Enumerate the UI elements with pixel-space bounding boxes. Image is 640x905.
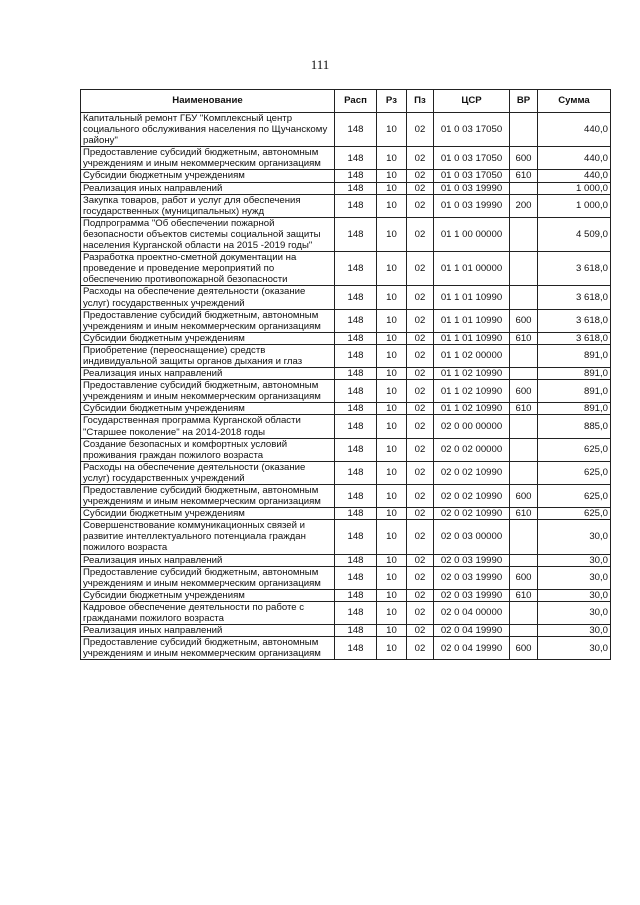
cell-name: Расходы на обеспечение деятельности (оказание услуг) государственных учреждений bbox=[81, 461, 335, 484]
column-header-name: Наименование bbox=[81, 90, 335, 113]
table-row bbox=[81, 625, 611, 637]
cell-sum: 891,0 bbox=[538, 380, 611, 403]
cell-rasp: 148 bbox=[335, 625, 377, 637]
cell-csr: 01 0 03 17050 bbox=[434, 170, 510, 182]
cell-rz: 10 bbox=[377, 438, 407, 461]
column-header-rz: Рз bbox=[377, 90, 407, 113]
cell-vr bbox=[510, 217, 538, 251]
cell-sum: 625,0 bbox=[538, 438, 611, 461]
cell-sum: 440,0 bbox=[538, 170, 611, 182]
cell-csr: 01 0 03 17050 bbox=[434, 113, 510, 147]
table-row bbox=[81, 252, 611, 286]
cell-sum: 885,0 bbox=[538, 415, 611, 438]
cell-rz: 10 bbox=[377, 415, 407, 438]
cell-name: Предоставление субсидий бюджетным, автономным учреждениям и иным некоммерческим организациям bbox=[81, 309, 335, 332]
cell-rz: 10 bbox=[377, 554, 407, 566]
cell-pz: 02 bbox=[407, 554, 434, 566]
cell-sum: 625,0 bbox=[538, 508, 611, 520]
cell-vr bbox=[510, 520, 538, 554]
table-row bbox=[81, 332, 611, 344]
cell-vr: 600 bbox=[510, 309, 538, 332]
cell-rz: 10 bbox=[377, 194, 407, 217]
cell-rasp: 148 bbox=[335, 637, 377, 660]
cell-rasp: 148 bbox=[335, 332, 377, 344]
cell-sum: 30,0 bbox=[538, 601, 611, 624]
cell-rasp: 148 bbox=[335, 368, 377, 380]
table-row bbox=[81, 520, 611, 554]
cell-csr: 01 1 00 00000 bbox=[434, 217, 510, 251]
table-body bbox=[81, 113, 611, 660]
cell-pz: 02 bbox=[407, 625, 434, 637]
cell-pz: 02 bbox=[407, 368, 434, 380]
cell-rz: 10 bbox=[377, 182, 407, 194]
cell-name: Разработка проектно-сметной документации на проведение и проведение мероприятий по обеспечению противопожарной безопасности bbox=[81, 252, 335, 286]
cell-rasp: 148 bbox=[335, 403, 377, 415]
cell-sum: 3 618,0 bbox=[538, 332, 611, 344]
cell-vr: 600 bbox=[510, 380, 538, 403]
cell-pz: 02 bbox=[407, 309, 434, 332]
cell-rasp: 148 bbox=[335, 217, 377, 251]
cell-pz: 02 bbox=[407, 461, 434, 484]
table-header-row bbox=[81, 90, 611, 113]
table-row bbox=[81, 589, 611, 601]
cell-vr bbox=[510, 252, 538, 286]
cell-sum: 30,0 bbox=[538, 566, 611, 589]
table-row bbox=[81, 554, 611, 566]
table-row bbox=[81, 438, 611, 461]
cell-pz: 02 bbox=[407, 508, 434, 520]
cell-rz: 10 bbox=[377, 113, 407, 147]
cell-sum: 3 618,0 bbox=[538, 309, 611, 332]
cell-pz: 02 bbox=[407, 170, 434, 182]
cell-vr: 610 bbox=[510, 589, 538, 601]
cell-pz: 02 bbox=[407, 344, 434, 367]
cell-sum: 30,0 bbox=[538, 625, 611, 637]
cell-rasp: 148 bbox=[335, 554, 377, 566]
cell-rasp: 148 bbox=[335, 182, 377, 194]
cell-name: Субсидии бюджетным учреждениям bbox=[81, 508, 335, 520]
cell-csr: 02 0 03 19990 bbox=[434, 566, 510, 589]
cell-sum: 30,0 bbox=[538, 589, 611, 601]
cell-pz: 02 bbox=[407, 637, 434, 660]
cell-rasp: 148 bbox=[335, 438, 377, 461]
cell-pz: 02 bbox=[407, 485, 434, 508]
cell-pz: 02 bbox=[407, 601, 434, 624]
cell-rasp: 148 bbox=[335, 485, 377, 508]
cell-csr: 02 0 02 10990 bbox=[434, 485, 510, 508]
table-row bbox=[81, 113, 611, 147]
cell-pz: 02 bbox=[407, 217, 434, 251]
cell-rz: 10 bbox=[377, 625, 407, 637]
table-row bbox=[81, 182, 611, 194]
cell-rasp: 148 bbox=[335, 415, 377, 438]
cell-vr: 600 bbox=[510, 637, 538, 660]
cell-pz: 02 bbox=[407, 566, 434, 589]
cell-csr: 01 0 03 17050 bbox=[434, 147, 510, 170]
cell-name: Субсидии бюджетным учреждениям bbox=[81, 332, 335, 344]
cell-name: Реализация иных направлений bbox=[81, 182, 335, 194]
cell-vr: 200 bbox=[510, 194, 538, 217]
cell-rz: 10 bbox=[377, 485, 407, 508]
cell-pz: 02 bbox=[407, 589, 434, 601]
cell-rz: 10 bbox=[377, 566, 407, 589]
cell-rz: 10 bbox=[377, 368, 407, 380]
column-header-pz: Пз bbox=[407, 90, 434, 113]
cell-pz: 02 bbox=[407, 252, 434, 286]
cell-vr: 610 bbox=[510, 332, 538, 344]
table-row bbox=[81, 368, 611, 380]
cell-name: Предоставление субсидий бюджетным, автономным учреждениям и иным некоммерческим организациям bbox=[81, 485, 335, 508]
cell-name: Предоставление субсидий бюджетным, автономным учреждениям и иным некоммерческим организациям bbox=[81, 637, 335, 660]
cell-rasp: 148 bbox=[335, 601, 377, 624]
table-row bbox=[81, 403, 611, 415]
cell-csr: 02 0 04 19990 bbox=[434, 625, 510, 637]
cell-rasp: 148 bbox=[335, 170, 377, 182]
cell-csr: 02 0 03 19990 bbox=[434, 554, 510, 566]
cell-sum: 625,0 bbox=[538, 461, 611, 484]
cell-name: Расходы на обеспечение деятельности (оказание услуг) государственных учреждений bbox=[81, 286, 335, 309]
table-row bbox=[81, 601, 611, 624]
cell-rasp: 148 bbox=[335, 520, 377, 554]
cell-rasp: 148 bbox=[335, 344, 377, 367]
cell-rz: 10 bbox=[377, 147, 407, 170]
cell-rasp: 148 bbox=[335, 194, 377, 217]
cell-name: Государственная программа Курганской области "Старшее поколение" на 2014-2018 годы bbox=[81, 415, 335, 438]
cell-csr: 02 0 02 00000 bbox=[434, 438, 510, 461]
cell-rz: 10 bbox=[377, 252, 407, 286]
cell-sum: 891,0 bbox=[538, 403, 611, 415]
cell-sum: 1 000,0 bbox=[538, 194, 611, 217]
cell-csr: 01 1 01 10990 bbox=[434, 309, 510, 332]
cell-name: Кадровое обеспечение деятельности по работе с гражданами пожилого возраста bbox=[81, 601, 335, 624]
cell-vr bbox=[510, 601, 538, 624]
table-row bbox=[81, 508, 611, 520]
cell-rasp: 148 bbox=[335, 309, 377, 332]
cell-name: Подпрограмма "Об обеспечении пожарной безопасности объектов системы социальной защиты населения Курганской области на 2015 -2019 годы" bbox=[81, 217, 335, 251]
cell-vr bbox=[510, 344, 538, 367]
cell-sum: 1 000,0 bbox=[538, 182, 611, 194]
cell-csr: 02 0 02 10990 bbox=[434, 461, 510, 484]
cell-vr bbox=[510, 438, 538, 461]
table-row bbox=[81, 461, 611, 484]
cell-sum: 4 509,0 bbox=[538, 217, 611, 251]
cell-pz: 02 bbox=[407, 438, 434, 461]
cell-csr: 01 1 02 10990 bbox=[434, 403, 510, 415]
cell-rz: 10 bbox=[377, 589, 407, 601]
cell-rasp: 148 bbox=[335, 286, 377, 309]
table-row bbox=[81, 566, 611, 589]
cell-vr: 600 bbox=[510, 566, 538, 589]
cell-name: Закупка товаров, работ и услуг для обеспечения государственных (муниципальных) нужд bbox=[81, 194, 335, 217]
page-number: 111 bbox=[310, 57, 330, 72]
cell-pz: 02 bbox=[407, 415, 434, 438]
cell-sum: 3 618,0 bbox=[538, 286, 611, 309]
cell-vr: 600 bbox=[510, 485, 538, 508]
cell-rz: 10 bbox=[377, 520, 407, 554]
cell-rz: 10 bbox=[377, 403, 407, 415]
column-header-csr: ЦСР bbox=[434, 90, 510, 113]
cell-pz: 02 bbox=[407, 194, 434, 217]
cell-name: Реализация иных направлений bbox=[81, 368, 335, 380]
column-header-vr: ВР bbox=[510, 90, 538, 113]
cell-rz: 10 bbox=[377, 637, 407, 660]
cell-name: Субсидии бюджетным учреждениям bbox=[81, 403, 335, 415]
cell-csr: 02 0 03 00000 bbox=[434, 520, 510, 554]
cell-sum: 440,0 bbox=[538, 113, 611, 147]
cell-pz: 02 bbox=[407, 182, 434, 194]
cell-name: Предоставление субсидий бюджетным, автономным учреждениям и иным некоммерческим организациям bbox=[81, 380, 335, 403]
cell-vr bbox=[510, 368, 538, 380]
cell-vr: 610 bbox=[510, 170, 538, 182]
cell-pz: 02 bbox=[407, 147, 434, 170]
cell-csr: 01 1 01 10990 bbox=[434, 332, 510, 344]
cell-vr: 600 bbox=[510, 147, 538, 170]
cell-vr bbox=[510, 113, 538, 147]
cell-name: Реализация иных направлений bbox=[81, 625, 335, 637]
cell-rz: 10 bbox=[377, 309, 407, 332]
cell-name: Приобретение (переоснащение) средств индивидуальной защиты органов дыхания и глаз bbox=[81, 344, 335, 367]
table-row bbox=[81, 637, 611, 660]
cell-rz: 10 bbox=[377, 332, 407, 344]
cell-csr: 01 1 02 00000 bbox=[434, 344, 510, 367]
cell-sum: 891,0 bbox=[538, 368, 611, 380]
budget-table bbox=[80, 89, 611, 660]
cell-rz: 10 bbox=[377, 601, 407, 624]
cell-name: Субсидии бюджетным учреждениям bbox=[81, 170, 335, 182]
cell-rasp: 148 bbox=[335, 113, 377, 147]
cell-vr bbox=[510, 182, 538, 194]
cell-rz: 10 bbox=[377, 286, 407, 309]
cell-rasp: 148 bbox=[335, 589, 377, 601]
table-row bbox=[81, 485, 611, 508]
cell-sum: 625,0 bbox=[538, 485, 611, 508]
cell-vr bbox=[510, 286, 538, 309]
cell-sum: 30,0 bbox=[538, 554, 611, 566]
cell-csr: 02 0 03 19990 bbox=[434, 589, 510, 601]
cell-pz: 02 bbox=[407, 332, 434, 344]
cell-vr: 610 bbox=[510, 508, 538, 520]
cell-rz: 10 bbox=[377, 508, 407, 520]
cell-csr: 02 0 04 19990 bbox=[434, 637, 510, 660]
cell-csr: 01 1 01 00000 bbox=[434, 252, 510, 286]
cell-sum: 3 618,0 bbox=[538, 252, 611, 286]
table-row bbox=[81, 194, 611, 217]
cell-csr: 01 1 01 10990 bbox=[434, 286, 510, 309]
cell-pz: 02 bbox=[407, 113, 434, 147]
cell-name: Реализация иных направлений bbox=[81, 554, 335, 566]
cell-rz: 10 bbox=[377, 170, 407, 182]
cell-vr bbox=[510, 461, 538, 484]
cell-rz: 10 bbox=[377, 217, 407, 251]
cell-csr: 02 0 04 00000 bbox=[434, 601, 510, 624]
cell-rasp: 148 bbox=[335, 508, 377, 520]
cell-name: Субсидии бюджетным учреждениям bbox=[81, 589, 335, 601]
cell-pz: 02 bbox=[407, 520, 434, 554]
table-row bbox=[81, 217, 611, 251]
column-header-rasp: Расп bbox=[335, 90, 377, 113]
cell-csr: 01 0 03 19990 bbox=[434, 182, 510, 194]
cell-csr: 02 0 02 10990 bbox=[434, 508, 510, 520]
cell-vr bbox=[510, 625, 538, 637]
table-row bbox=[81, 415, 611, 438]
cell-sum: 30,0 bbox=[538, 520, 611, 554]
cell-vr bbox=[510, 415, 538, 438]
table-row bbox=[81, 380, 611, 403]
cell-name: Капитальный ремонт ГБУ "Комплексный центр социального обслуживания населения по Щучанскому району" bbox=[81, 113, 335, 147]
cell-rasp: 148 bbox=[335, 566, 377, 589]
table-row bbox=[81, 170, 611, 182]
cell-pz: 02 bbox=[407, 286, 434, 309]
cell-name: Предоставление субсидий бюджетным, автономным учреждениям и иным некоммерческим организациям bbox=[81, 566, 335, 589]
cell-rasp: 148 bbox=[335, 147, 377, 170]
cell-rz: 10 bbox=[377, 461, 407, 484]
table-row bbox=[81, 309, 611, 332]
cell-rz: 10 bbox=[377, 344, 407, 367]
cell-name: Создание безопасных и комфортных условий проживания граждан пожилого возраста bbox=[81, 438, 335, 461]
cell-vr bbox=[510, 554, 538, 566]
table-row bbox=[81, 286, 611, 309]
cell-name: Совершенствование коммуникационных связей и развитие интеллектуального потенциала граждан пожилого возраста bbox=[81, 520, 335, 554]
cell-pz: 02 bbox=[407, 380, 434, 403]
table-row bbox=[81, 344, 611, 367]
cell-sum: 440,0 bbox=[538, 147, 611, 170]
cell-rz: 10 bbox=[377, 380, 407, 403]
cell-rasp: 148 bbox=[335, 461, 377, 484]
cell-csr: 01 1 02 10990 bbox=[434, 368, 510, 380]
cell-rasp: 148 bbox=[335, 252, 377, 286]
cell-name: Предоставление субсидий бюджетным, автономным учреждениям и иным некоммерческим организациям bbox=[81, 147, 335, 170]
cell-pz: 02 bbox=[407, 403, 434, 415]
cell-csr: 01 1 02 10990 bbox=[434, 380, 510, 403]
cell-sum: 30,0 bbox=[538, 637, 611, 660]
cell-csr: 02 0 00 00000 bbox=[434, 415, 510, 438]
column-header-sum: Сумма bbox=[538, 90, 611, 113]
table-row bbox=[81, 147, 611, 170]
cell-rasp: 148 bbox=[335, 380, 377, 403]
cell-sum: 891,0 bbox=[538, 344, 611, 367]
cell-csr: 01 0 03 19990 bbox=[434, 194, 510, 217]
cell-vr: 610 bbox=[510, 403, 538, 415]
